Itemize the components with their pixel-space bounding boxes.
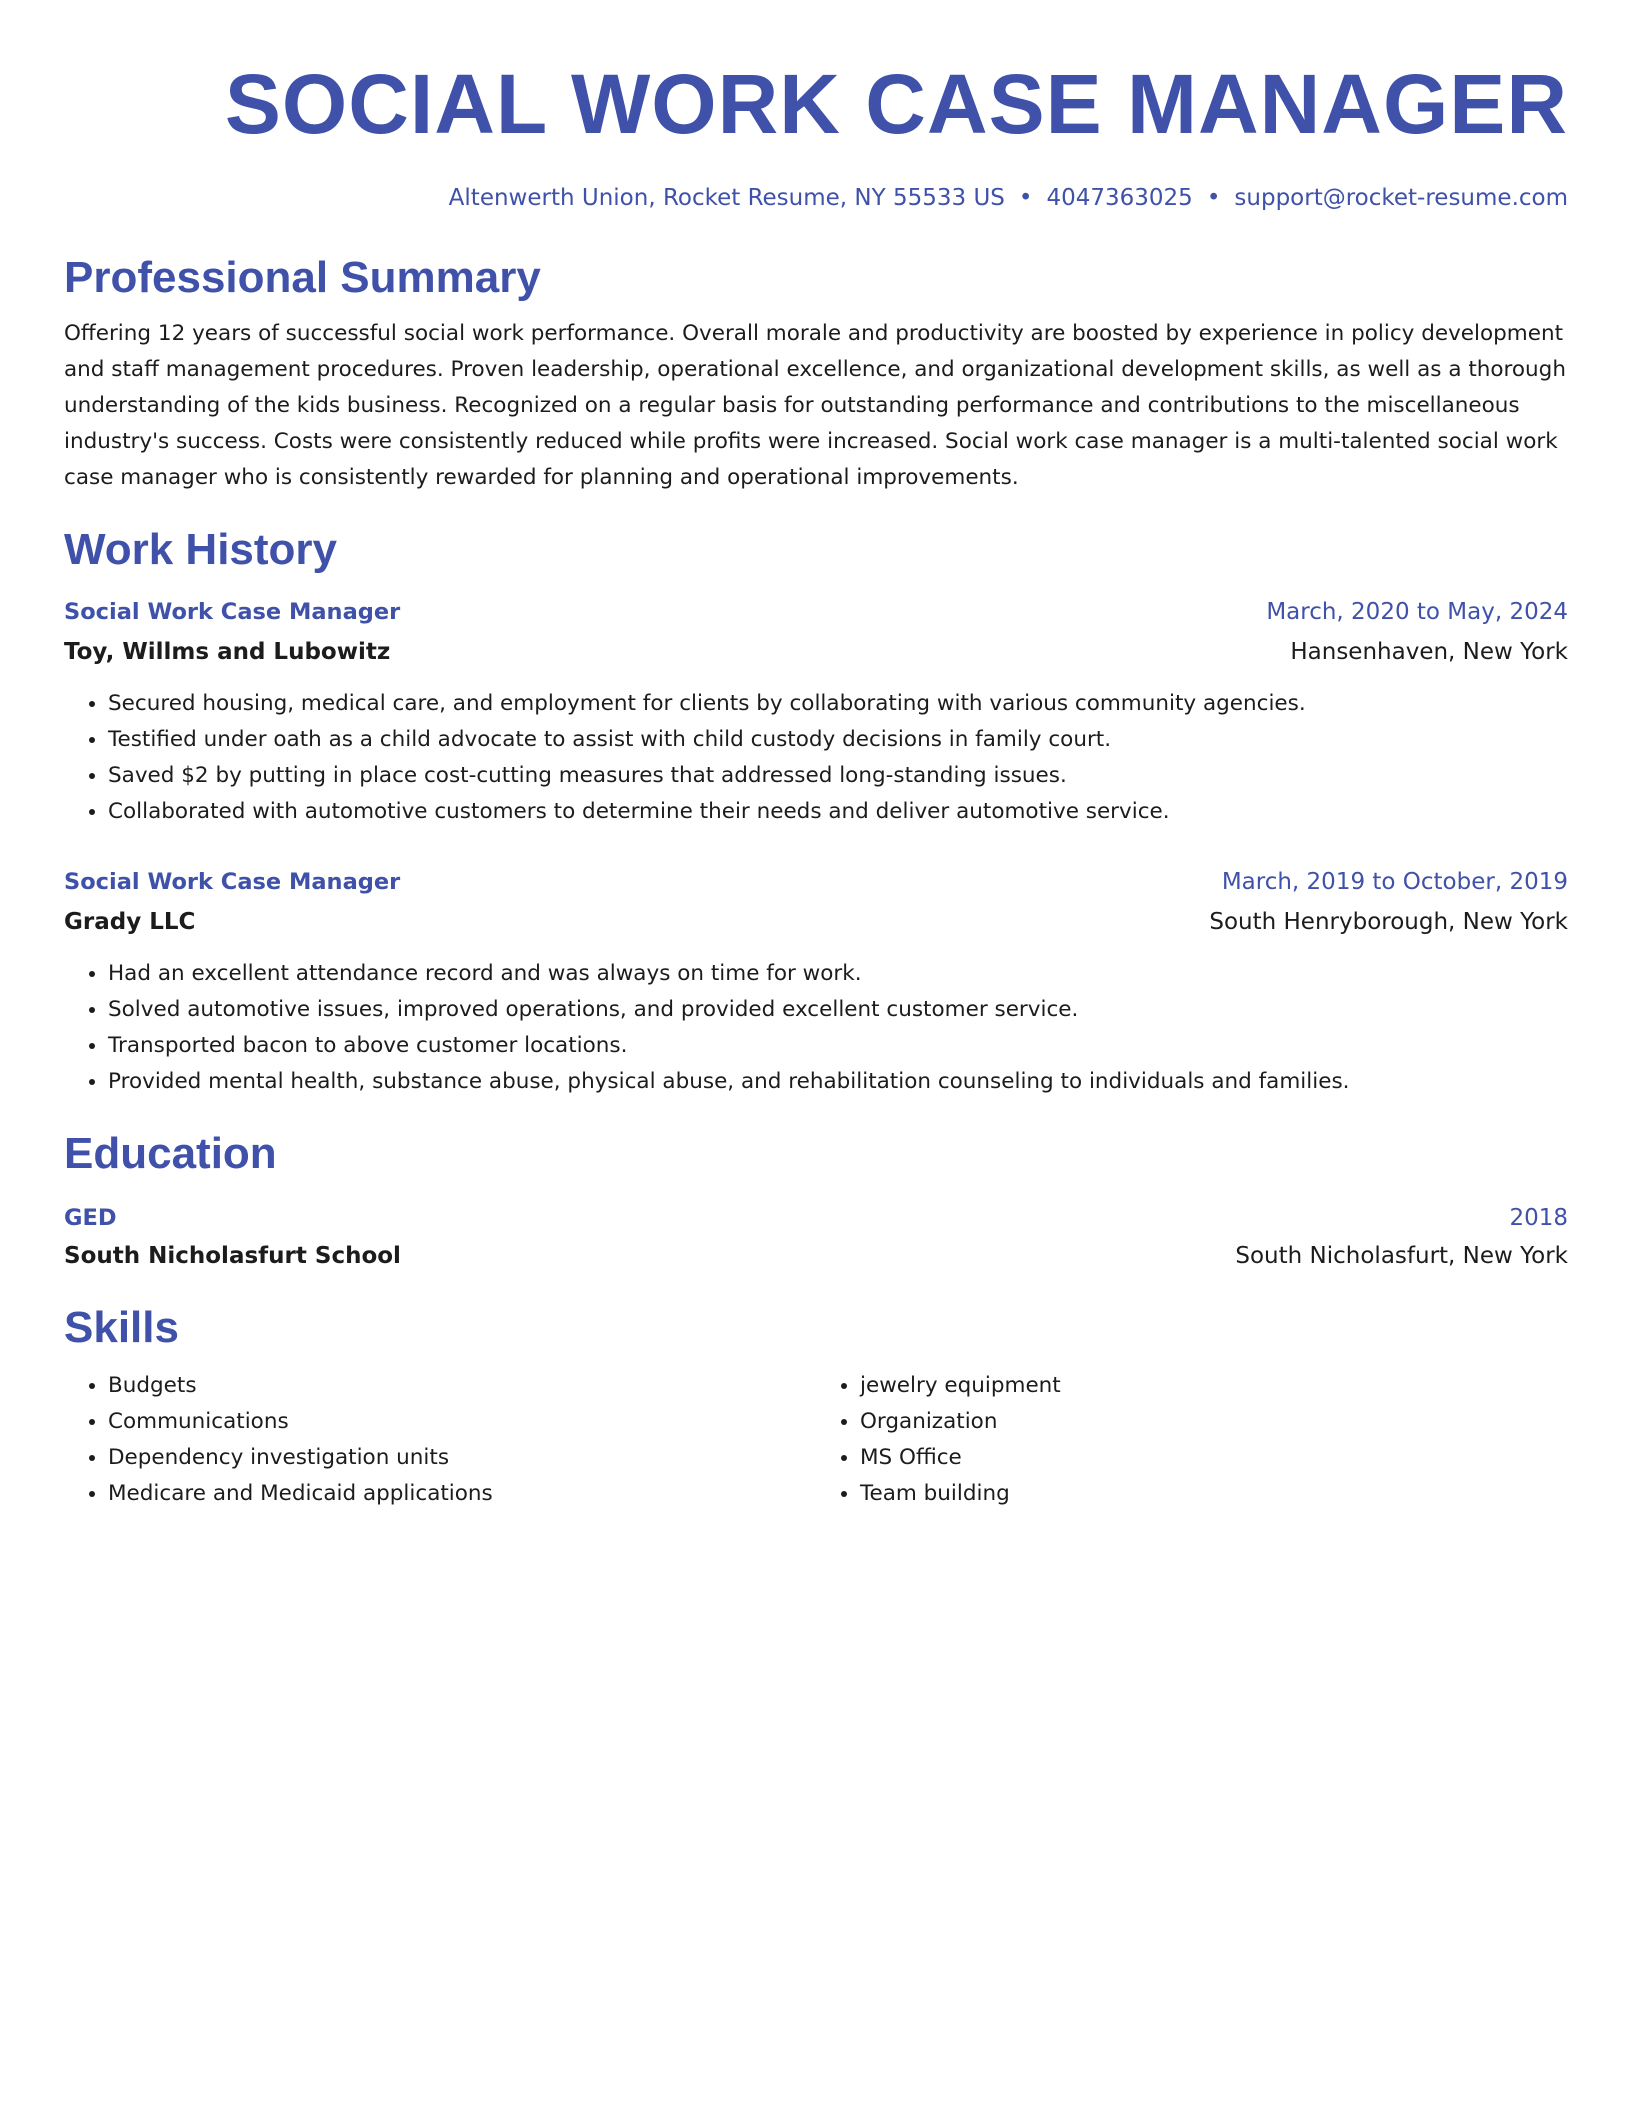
contact-address: Altenwerth Union, Rocket Resume, NY 55533 US [448, 185, 1005, 211]
skill-item: • Medicare and Medicaid applications [108, 1476, 816, 1512]
job-location: Hansenhaven, New York [1290, 639, 1568, 665]
job-bullets [64, 956, 1568, 1100]
contact-separator: • [1018, 185, 1033, 211]
job-entry [64, 596, 1568, 830]
skill-item: • Communications [108, 1404, 816, 1440]
contact-separator: • [1206, 185, 1221, 211]
job-bullet: • Testified under oath as a child advocate to assist with child custody decisions in family court. [108, 722, 1568, 758]
contact-phone: 4047363025 [1046, 185, 1193, 211]
section-title-education: Education [64, 1129, 277, 1178]
section-title-summary: Professional Summary [64, 253, 541, 302]
section-title-work-history: Work History [64, 525, 338, 574]
contact-line [64, 182, 1568, 214]
job-title: Social Work Case Manager [64, 599, 401, 625]
education-degree: GED [64, 1205, 117, 1231]
job-bullets [64, 686, 1568, 830]
job-dates: March, 2019 to October, 2019 [1221, 869, 1568, 895]
skill-item: • Team building [860, 1476, 1568, 1512]
resume-name: SOCIAL WORK CASE MANAGER [224, 57, 1568, 151]
skill-item: • Dependency investigation units [108, 1440, 816, 1476]
summary-text: Offering 12 years of successful social work performance. Overall morale and productivity are boosted by experience in policy development and staff management procedures. Proven leadership, operational excellence, and organizational development skills, as well as a thorough understanding of the kids business. Recognized on a regular basis for outstanding performance and contributions to the miscellaneous industry's success. Costs were consistently reduced while profits were increased. Social work case manager is a multi-talented social work case manager who is consistently rewarded for planning and operational improvements. [64, 321, 1566, 490]
job-dates: March, 2020 to May, 2024 [1266, 599, 1568, 625]
skills-grid [64, 1368, 1568, 1512]
job-bullet: • Transported bacon to above customer locations. [108, 1028, 1568, 1064]
skill-item: • MS Office [860, 1440, 1568, 1476]
job-bullet: • Provided mental health, substance abuse, physical abuse, and rehabilitation counseling to individuals and families. [108, 1064, 1568, 1100]
skills-column-right [816, 1368, 1568, 1512]
education-school: South Nicholasfurt School [64, 1243, 401, 1269]
skill-item: • Organization [860, 1404, 1568, 1440]
job-bullet: • Saved $2 by putting in place cost-cutting measures that addressed long-standing issues. [108, 758, 1568, 794]
skill-item: • Budgets [108, 1368, 816, 1404]
job-bullet: • Collaborated with automotive customers to determine their needs and deliver automotive service. [108, 794, 1568, 830]
skills-list [64, 1368, 816, 1512]
skills-column-left [64, 1368, 816, 1512]
job-bullet: • Solved automotive issues, improved operations, and provided excellent customer service. [108, 992, 1568, 1028]
job-bullet: • Had an excellent attendance record and was always on time for work. [108, 956, 1568, 992]
job-bullet: • Secured housing, medical care, and employment for clients by collaborating with various community agencies. [108, 686, 1568, 722]
skills-list [816, 1368, 1568, 1512]
education-location: South Nicholasfurt, New York [1235, 1243, 1568, 1269]
education-entry [64, 1202, 1568, 1272]
job-employer: Toy, Willms and Lubowitz [64, 639, 391, 665]
contact-email: support@rocket-resume.com [1234, 185, 1568, 211]
job-title: Social Work Case Manager [64, 869, 401, 895]
skill-item: • jewelry equipment [860, 1368, 1568, 1404]
job-location: South Henryborough, New York [1209, 909, 1568, 935]
job-entry [64, 866, 1568, 1100]
education-year: 2018 [1509, 1205, 1568, 1231]
job-employer: Grady LLC [64, 909, 196, 935]
section-title-skills: Skills [64, 1303, 179, 1352]
